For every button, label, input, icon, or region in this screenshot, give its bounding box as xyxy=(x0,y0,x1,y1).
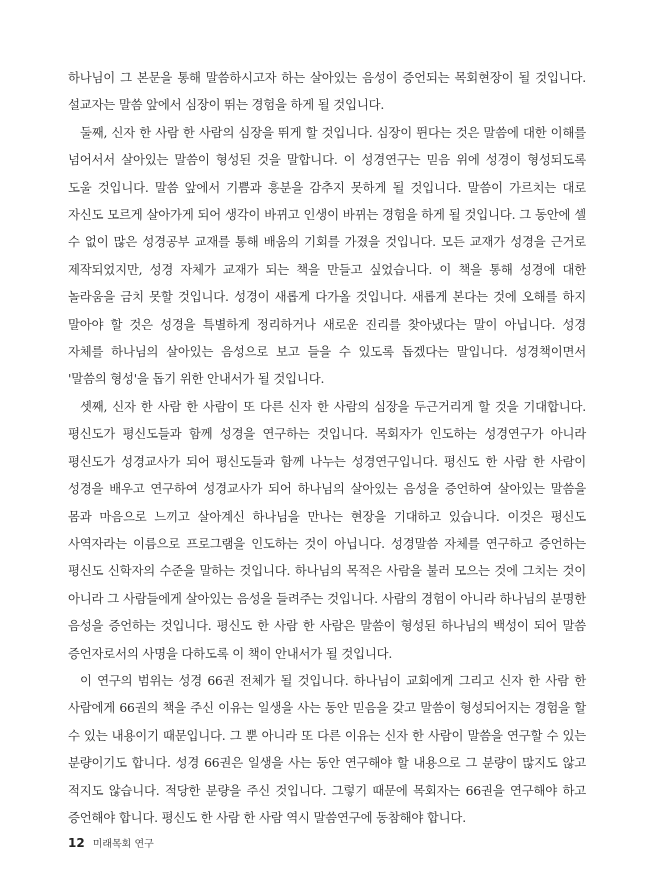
page-number: 12 xyxy=(68,836,85,850)
running-title: 미래목회 연구 xyxy=(92,839,154,850)
paragraph-1: 하나님이 그 본문을 통해 말씀하시고자 하는 살아있는 음성이 증언되는 목회현장이 될 것입니다. 설교자는 말씀 앞에서 심장이 뛰는 경험을 하게 될 것입니다. xyxy=(68,70,586,113)
paragraph-4: 이 연구의 범위는 성경 66권 전체가 될 것입니다. 하나님이 교회에게 그리고 신자 한 사람 한 사람에게 66권의 책을 주신 이유는 일생을 사는 동안 믿음을 갖고 말씀이 형성되어지는 경험을 할 수 있는 내용이기 때문입니다. 그 뿐 아니라 또 다른 이유는 신자 한 사람이 말씀을 연구할 수 있는 분량이기도 합니다. 성경 66권은 일생을 사는 동안 연구해야 할 내용으로 그 분량이 많지도 않고 적지도 않습니다. 적당한 분량을 주신 것입니다. 그렇기 때문에 목회자는 66권을 연구해야 하고 증언해야 합니다. 평신도 한 사람 한 사람 역시 말씀연구에 동참해야 합니다. xyxy=(68,672,586,825)
page-body xyxy=(68,64,586,831)
page-footer xyxy=(68,835,154,851)
paragraph-2: 둘째, 신자 한 사람 한 사람의 심장을 뛰게 할 것입니다. 심장이 뛴다는 것은 말씀에 대한 이해를 넘어서서 살아있는 말씀이 형성된 것을 말합니다. 이 성경연구는 믿음 위에 성경이 형성되도록 도울 것입니다. 말씀 앞에서 기쁨과 흥분을 감추지 못하게 될 것입니다. 말씀이 가르치는 대로 자신도 모르게 살아가게 되어 생각이 바뀌고 인생이 바뀌는 경험을 하게 될 것입니다. 그 동안에 셀 수 없이 많은 성경공부 교재를 통해 배움의 기회를 가졌을 것입니다. 모든 교재가 성경을 근거로 제작되었지만, 성경 자체가 교재가 되는 책을 만들고 싶었습니다. 이 책을 통해 성경에 대한 놀라움을 금치 못할 것입니다. 성경이 새롭게 다가올 것입니다. 새롭게 본다는 것에 오해를 하지 말아야 할 것은 성경을 특별하게 정리하거나 새로운 진리를 찾아냈다는 말이 아닙니다. 성경 자체를 하나님의 살아있는 음성으로 보고 들을 수 있도록 돕겠다는 말입니다. 성경책이면서 '말씀의 형성'을 돕기 위한 안내서가 될 것입니다. xyxy=(68,124,586,387)
paragraph-3: 셋째, 신자 한 사람 한 사람이 또 다른 신자 한 사람의 심장을 두근거리게 할 것을 기대합니다. 평신도가 평신도들과 함께 성경을 연구하는 것입니다. 목회자가 인도하는 성경연구가 아니라 평신도가 성경교사가 되어 평신도들과 함께 나누는 성경연구입니다. 평신도 한 사람 한 사람이 성경을 배우고 연구하여 성경교사가 되어 하나님의 살아있는 음성을 증언하여 살아있는 말씀을 몸과 마음으로 느끼고 살아계신 하나님을 만나는 현장을 기대하고 있습니다. 이것은 평신도 사역자라는 이름으로 프로그램을 인도하는 것이 아닙니다. 성경말씀 자체를 연구하고 증언하는 평신도 신학자의 수준을 말하는 것입니다. 하나님의 목적은 사람을 불러 모으는 것에 그치는 것이 아니라 그 사람들에게 살아있는 음성을 들려주는 것입니다. 사람의 경험이 아니라 하나님의 분명한 음성을 증언하는 것입니다. 평신도 한 사람 한 사람은 말씀이 형성된 하나님의 백성이 되어 말씀 증언자로서의 사명을 다하도록 이 책이 안내서가 될 것입니다. xyxy=(68,398,586,661)
